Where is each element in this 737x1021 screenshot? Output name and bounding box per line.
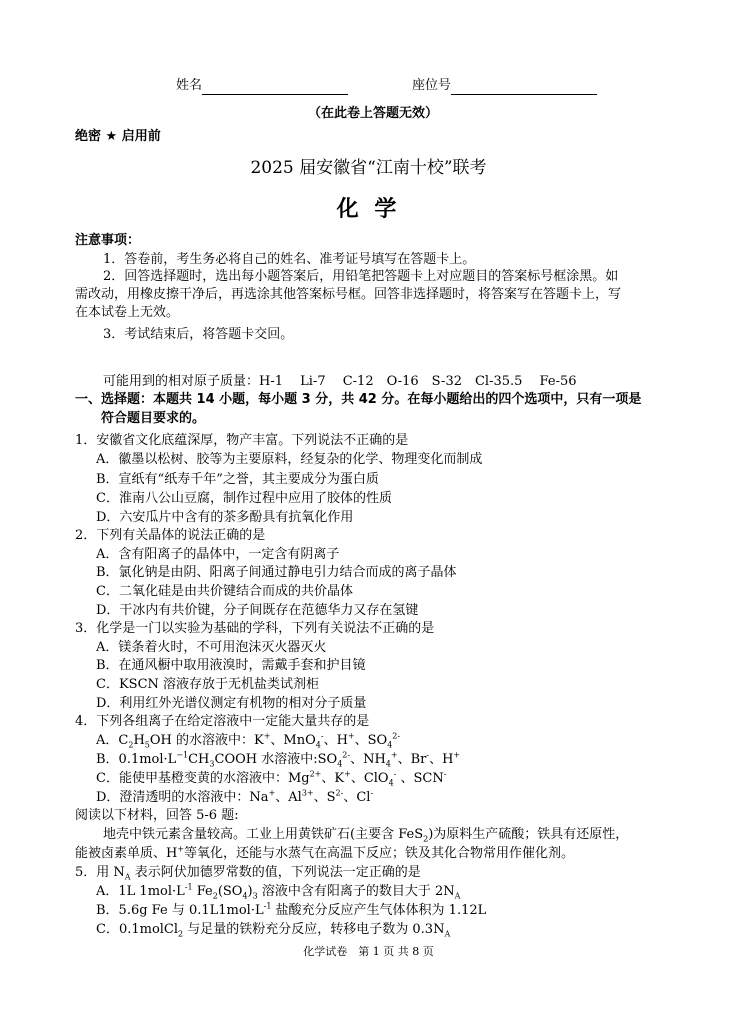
atomic-masses: 可能用到的相对原子质量：H-1 Li-7 C-12 O-16 S-32 Cl-35.5 Fe-56 [103, 374, 577, 389]
instruction-3: 3．考试结束后，将答题卡交回。 [103, 327, 294, 342]
section1-line1: 一、选择题：本题共 14 小题，每小题 3 分，共 42 分。在每小题给出的四个选项中，只有一项是 [75, 392, 642, 407]
seat-field [412, 77, 597, 95]
q1-option-b: B．宣纸有“纸寿千年”之誉，其主要成分为蛋白质 [96, 472, 379, 487]
q1-option-a: A．徽墨以松树、胶等为主要原料，经复杂的化学、物理变化而制成 [96, 452, 483, 467]
q2-option-b: B．氯化钠是由阴、阳离子间通过静电引力结合而成的离子晶体 [96, 565, 457, 580]
reading-line2: 能被卤素单质、H+等氧化，还能与水蒸气在高温下反应；铁及其化合物常用作催化剂。 [75, 844, 575, 861]
seat-label: 座位号 [412, 78, 452, 93]
q4-stem: 4．下列各组离子在给定溶液中一定能大量共存的是 [75, 714, 370, 729]
reading-line1: 地壳中铁元素含量较高。工业上用黄铁矿石(主要含 FeS$_2$)为原料生产硫酸；铁具有还原性， [103, 827, 629, 844]
subject-title: 化 学 [336, 197, 401, 222]
q3-option-b: B．在通风橱中取用液溴时，需戴手套和护目镜 [96, 658, 366, 673]
instruction-2c: 在本试卷上无效。 [75, 305, 180, 320]
secret-mark: 绝密 ★ 启用前 [75, 129, 161, 144]
name-blank [202, 79, 348, 95]
q4-option-a: A．$C_2H_5OH$ 的水溶液中：K+、MnO$_4$-、H+、$SO_4^{2-}$ [96, 731, 401, 750]
instruction-2a: 2．回答选择题时，选出每小题答案后，用铅笔把答题卡上对应题目的答案标号框涂黑。如 [103, 269, 619, 284]
name-field [176, 77, 348, 95]
no-answer-notice: （在此卷上答题无效） [308, 106, 439, 121]
q1-option-c: C．淮南八公山豆腐，制作过程中应用了胶体的性质 [96, 491, 392, 506]
q5-option-b: B．5.6g Fe 与 $0.1L1mol\cdot L^{-1}$ 盐酸充分反应产生气体体积为 1.12L [96, 901, 487, 918]
q5-option-a: A．1L $1mol\cdot L^{-1}$ $Fe_2(SO_4)_3$ 溶液中含有阳离子的数目大于 $2N_A$ [96, 882, 461, 901]
q2-option-a: A．含有阳离子的晶体中，一定含有阴离子 [96, 547, 340, 562]
section1-line2: 符合题目要求的。 [101, 411, 206, 426]
name-label: 姓名 [176, 78, 203, 93]
q3-option-c: C．KSCN 溶液存放于无机盐类试剂柜 [96, 677, 320, 692]
q4-option-d: D．澄清透明的水溶液中：Na+、$Al^{3+}$、$S^{2-}$、Cl- [96, 788, 374, 805]
instruction-2b: 需改动，用橡皮擦干净后，再选涂其他答案标号框。回答非选择题时，将答案写在答题卡上，写 [75, 287, 622, 302]
q1-option-d: D．六安瓜片中含有的茶多酚具有抗氧化作用 [96, 510, 354, 525]
page-footer: 化学试卷 第 1 页 共 8 页 [303, 945, 434, 958]
instruction-1: 1．答卷前，考生务必将自己的姓名、准考证号填写在答题卡上。 [103, 252, 476, 267]
seat-blank [451, 79, 597, 95]
q1-stem: 1．安徽省文化底蕴深厚，物产丰富。下列说法不正确的是 [75, 433, 409, 448]
q2-option-c: C．二氧化硅是由共价键结合而成的共价晶体 [96, 584, 353, 599]
q2-option-d: D．干冰内有共价键，分子间既存在范德华力又存在氢键 [96, 603, 419, 618]
q2-stem: 2．下列有关晶体的说法正确的是 [75, 528, 266, 543]
q3-option-a: A．镁条着火时，不可用泡沫灭火器灭火 [96, 640, 327, 655]
instructions-heading: 注意事项： [75, 233, 141, 248]
q4-option-b: B．$0.1mol\cdot L^{-1}CH_3COOH$ 水溶液中$:SO_4^{2-}$、$NH_4^+$、Br-、H+ [96, 750, 461, 769]
q4-option-c: C．能使甲基橙变黄的水溶液中：$Mg^{2+}$、K+、ClO$_4$- 、SCN- [96, 769, 447, 788]
q5-option-c: C．0.1molCl$_2$ 与足量的铁粉充分反应，转移电子数为 $0.3N_A$ [96, 922, 451, 939]
q3-stem: 3．化学是一门以实验为基础的学科，下列有关说法不正确的是 [75, 621, 435, 636]
q3-option-d: D．利用红外光谱仪测定有机物的相对分子质量 [96, 696, 367, 711]
q5-stem: 5．用 $N_A$ 表示阿伏加德罗常数的值，下列说法一定正确的是 [75, 865, 421, 882]
reading-intro: 阅读以下材料，回答 5-6 题: [75, 808, 239, 823]
exam-title: 2025 届安徽省“江南十校”联考 [250, 158, 487, 178]
